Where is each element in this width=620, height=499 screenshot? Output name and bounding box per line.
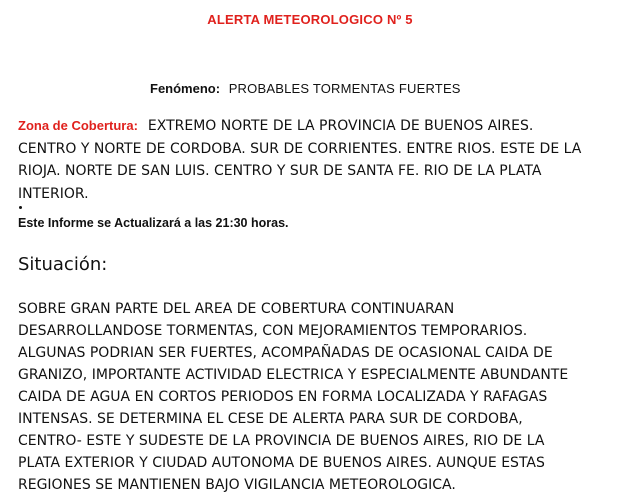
situation-line: PLATA EXTERIOR Y CIUDAD AUTONOMA DE BUENOS AIRES. AUNQUE ESTAS [18, 455, 545, 471]
phenomenon-line [150, 81, 461, 96]
situation-line: CENTRO- ESTE Y SUDESTE DE LA PROVINCIA DE BUENOS AIRES, RIO DE LA [18, 433, 545, 449]
update-notice: Este Informe se Actualizará a las 21:30 horas. [18, 216, 289, 230]
situation-line: INTENSAS. SE DETERMINA EL CESE DE ALERTA PARA SUR DE CORDOBA, [18, 411, 523, 427]
coverage-zone-line: RIOJA. NORTE DE SAN LUIS. CENTRO Y SUR DE SANTA FE. RIO DE LA PLATA [18, 163, 542, 179]
situation-heading: Situación: [18, 254, 108, 275]
phenomenon-label: Fenómeno: [150, 81, 221, 96]
situation-line: CAIDA DE AGUA EN CORTOS PERIODOS EN FORMA LOCALIZADA Y RAFAGAS [18, 389, 548, 405]
coverage-zone-line: EXTREMO NORTE DE LA PROVINCIA DE BUENOS AIRES. [147, 118, 534, 134]
situation-line: ALGUNAS PODRIAN SER FUERTES, ACOMPAÑADAS DE OCASIONAL CAIDA DE [18, 345, 553, 361]
situation-line: GRANIZO, IMPORTANTE ACTIVIDAD ELECTRICA Y ESPECIALMENTE ABUNDANTE [18, 367, 569, 383]
coverage-zone-line: CENTRO Y NORTE DE CORDOBA. SUR DE CORRIENTES. ENTRE RIOS. ESTE DE LA [18, 140, 582, 157]
phenomenon-value: PROBABLES TORMENTAS FUERTES [228, 81, 461, 96]
coverage-zone-line: INTERIOR. [18, 185, 89, 202]
situation-body [18, 298, 608, 496]
coverage-zone-label: Zona de Cobertura: [18, 118, 138, 133]
situation-line: SOBRE GRAN PARTE DEL AREA DE COBERTURA CONTINUARAN [18, 301, 455, 317]
bullet-dot [19, 206, 22, 209]
situation-line: DESARROLLANDOSE TORMENTAS, CON MEJORAMIENTOS TEMPORARIOS. [18, 323, 528, 339]
situation-line: REGIONES SE MANTIENEN BAJO VIGILANCIA METEOROLOGICA. [18, 477, 456, 493]
coverage-zone [18, 115, 614, 205]
document-title: ALERTA METEOROLOGICO Nº 5 [207, 12, 413, 27]
